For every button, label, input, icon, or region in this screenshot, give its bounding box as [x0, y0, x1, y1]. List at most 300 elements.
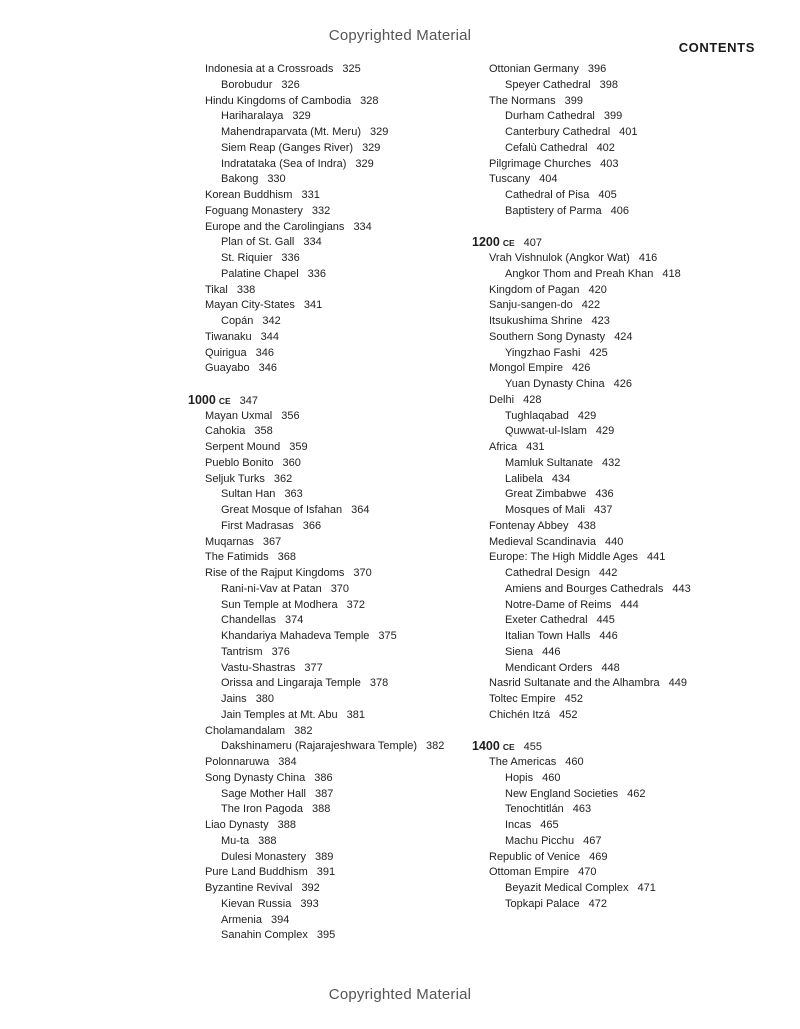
entry-page-number: 329	[355, 157, 374, 170]
toc-entry[interactable]	[188, 472, 488, 488]
entry-page-number: 360	[282, 456, 301, 469]
toc-entry[interactable]	[472, 708, 792, 724]
entry-page-number: 401	[619, 126, 638, 138]
toc-subentry[interactable]	[188, 913, 488, 929]
entry-title: Southern Song Dynasty	[489, 330, 606, 343]
entry-page-number: 382	[426, 740, 445, 753]
entry-title: First Madrasas	[221, 519, 294, 532]
entry-title: Toltec Empire	[489, 693, 556, 705]
toc-subentry[interactable]	[188, 519, 488, 535]
entry-page-number: 372	[346, 598, 365, 611]
toc-entry[interactable]	[188, 62, 488, 78]
entry-page-number: 336	[281, 252, 300, 264]
entry-page-number: 428	[523, 393, 542, 406]
toc-subentry[interactable]	[188, 125, 488, 141]
entry-page-number: 441	[647, 551, 666, 564]
entry-title: Tuscany	[489, 173, 531, 186]
entry-title: Fontenay Abbey	[489, 519, 569, 532]
entry-page-number: 431	[526, 441, 545, 453]
entry-title: Great Zimbabwe	[505, 488, 587, 501]
entry-page-number: 418	[662, 267, 681, 280]
entry-title: Beyazit Medical Complex	[505, 882, 629, 894]
entry-page-number: 443	[672, 582, 691, 595]
entry-title: Notre-Dame of Reims	[505, 598, 612, 611]
entry-title: Republic of Venice	[489, 850, 581, 863]
toc-entry[interactable]	[188, 346, 488, 362]
entry-page-number: 366	[302, 519, 322, 532]
watermark-top: Copyrighted Material	[328, 27, 472, 44]
entry-title: Indratataka (Sea of Indra)	[221, 157, 347, 170]
toc-entry[interactable]	[188, 220, 488, 236]
entry-page-number: 374	[285, 614, 304, 627]
entry-page-number: 380	[255, 693, 275, 705]
entry-title: Rise of the Rajput Kingdoms	[205, 567, 345, 579]
entry-page-number: 384	[278, 756, 297, 768]
toc-entry[interactable]	[472, 519, 792, 535]
toc-entry[interactable]	[188, 361, 488, 377]
toc-subentry[interactable]	[472, 377, 792, 393]
entry-page-number: 471	[637, 882, 656, 894]
entry-page-number: 445	[596, 614, 615, 627]
entry-page-number: 329	[370, 126, 389, 138]
entry-title: The Americas	[489, 756, 557, 768]
toc-subentry[interactable]	[188, 897, 488, 913]
toc-subentry[interactable]	[188, 661, 488, 677]
entry-page-number: 460	[542, 771, 561, 784]
toc-entry[interactable]	[472, 850, 792, 866]
entry-title: Sanahin Complex	[221, 929, 308, 942]
entry-title: Hindu Kingdoms of Cambodia	[205, 94, 352, 107]
entry-title: Machu Picchu	[505, 834, 575, 847]
toc-entry[interactable]	[188, 283, 488, 299]
entry-title: Siem Reap (Ganges River)	[221, 141, 354, 154]
entry-page-number: 424	[614, 330, 633, 343]
toc-right-column	[472, 62, 792, 913]
toc-subentry[interactable]	[188, 787, 488, 803]
entry-page-number: 334	[303, 236, 322, 249]
toc-entry[interactable]	[188, 755, 488, 771]
entry-page-number: 363	[284, 488, 303, 501]
entry-title: Cefalù Cathedral	[505, 141, 588, 154]
section-spacer	[188, 377, 488, 393]
toc-subentry[interactable]	[188, 692, 488, 708]
toc-entry[interactable]	[472, 298, 792, 314]
toc-entry[interactable]	[188, 535, 488, 551]
toc-subentry[interactable]	[472, 346, 792, 362]
entry-page-number: 420	[588, 283, 607, 296]
entry-page-number: 392	[301, 882, 320, 894]
entry-title: Mahendraparvata (Mt. Meru)	[221, 126, 361, 138]
entry-title: Africa	[489, 441, 518, 453]
entry-title: Ottoman Empire	[489, 866, 570, 879]
entry-page-number: 364	[351, 504, 370, 516]
entry-page-number: 470	[578, 866, 597, 879]
toc-subentry[interactable]	[188, 850, 488, 866]
entry-title: Baptistery of Parma	[505, 204, 602, 217]
entry-title: Armenia	[221, 913, 262, 926]
entry-title: Europe and the Carolingians	[205, 220, 345, 233]
toc-subentry[interactable]	[472, 141, 792, 157]
toc-subentry[interactable]	[188, 582, 488, 598]
entry-page-number: 446	[542, 645, 561, 658]
toc-subentry[interactable]	[472, 125, 792, 141]
entry-page-number: 402	[596, 141, 615, 154]
toc-subentry[interactable]	[188, 78, 488, 94]
entry-title: Delhi	[489, 393, 515, 406]
entry-title: Hariharalaya	[221, 110, 284, 123]
toc-subentry[interactable]	[188, 834, 488, 850]
entry-page-number: 407	[523, 237, 542, 250]
toc-entry[interactable]	[472, 755, 792, 771]
entry-title: Mayan Uxmal	[205, 409, 273, 422]
entry-page-number: 344	[260, 330, 280, 343]
toc-section-heading[interactable]	[472, 739, 792, 755]
entry-title: The Iron Pagoda	[221, 803, 303, 816]
toc-subentry[interactable]	[472, 661, 792, 677]
entry-page-number: 455	[523, 741, 542, 754]
entry-page-number: 368	[277, 551, 296, 564]
entry-title: Italian Town Halls	[505, 630, 591, 642]
toc-entry[interactable]	[472, 393, 792, 409]
toc-subentry[interactable]	[472, 188, 792, 204]
entry-page-number: 367	[262, 535, 282, 548]
entry-title: Polonnaruwa	[205, 756, 270, 768]
entry-page-number: 403	[600, 157, 619, 170]
toc-subentry[interactable]	[188, 708, 488, 724]
entry-title: Orissa and Lingaraja Temple	[221, 677, 361, 690]
entry-page-number: 472	[588, 897, 607, 910]
toc-subentry[interactable]	[188, 645, 488, 661]
toc-subentry[interactable]	[472, 503, 792, 519]
toc-entry[interactable]	[472, 283, 792, 299]
section-spacer	[472, 220, 792, 236]
toc-subentry[interactable]	[188, 141, 488, 157]
entry-title: Song Dynasty China	[205, 771, 306, 784]
entry-page-number: 425	[589, 346, 608, 359]
entry-page-number: 362	[273, 472, 293, 485]
entry-page-number: 375	[378, 630, 397, 642]
toc-entry[interactable]	[472, 172, 792, 188]
entry-title: Cahokia	[205, 425, 246, 438]
entry-page-number: 399	[564, 94, 583, 107]
entry-page-number: 452	[559, 708, 578, 721]
toc-entry[interactable]	[188, 330, 488, 346]
entry-page-number: 404	[539, 173, 558, 186]
toc-entry[interactable]	[188, 881, 488, 897]
entry-title: Jains	[221, 693, 247, 705]
entry-page-number: 334	[353, 220, 372, 233]
entry-page-number: 338	[236, 283, 256, 296]
toc-entry[interactable]	[472, 535, 792, 551]
entry-title: Speyer Cathedral	[505, 78, 591, 91]
entry-title: Mayan City-States	[205, 299, 295, 312]
toc-entry[interactable]	[188, 298, 488, 314]
entry-title: Durham Cathedral	[505, 110, 595, 123]
toc-entry[interactable]	[188, 204, 488, 220]
toc-subentry[interactable]	[472, 897, 792, 913]
entry-title: Canterbury Cathedral	[505, 126, 611, 138]
entry-title: Palatine Chapel	[221, 267, 299, 280]
entry-page-number: 378	[369, 677, 389, 690]
entry-page-number: 376	[271, 645, 290, 658]
entry-title: Copán	[221, 315, 254, 327]
entry-page-number: 328	[360, 94, 379, 107]
entry-title: Europe: The High Middle Ages	[489, 551, 638, 564]
toc-subentry[interactable]	[472, 582, 792, 598]
toc-entry[interactable]	[188, 94, 488, 110]
toc-subentry[interactable]	[188, 109, 488, 125]
entry-title: Dulesi Monastery	[221, 850, 306, 863]
entry-page-number: 387	[315, 787, 334, 800]
toc-subentry[interactable]	[472, 472, 792, 488]
entry-page-number: 370	[353, 567, 372, 579]
entry-title: Pure Land Buddhism	[205, 866, 308, 879]
toc-entry[interactable]	[188, 724, 488, 740]
entry-title: The Normans	[489, 94, 556, 107]
entry-title: Tenochtitlán	[505, 803, 564, 816]
toc-entry[interactable]	[472, 692, 792, 708]
entry-page-number: 388	[258, 834, 277, 847]
entry-page-number: 395	[316, 929, 336, 942]
toc-subentry[interactable]	[472, 787, 792, 803]
entry-title: Tikal	[205, 283, 228, 296]
toc-entry[interactable]	[188, 440, 488, 456]
entry-page-number: 341	[303, 299, 323, 312]
entry-page-number: 399	[603, 110, 623, 123]
watermark-bottom: Copyrighted Material	[328, 986, 472, 1003]
entry-page-number: 469	[589, 850, 608, 863]
entry-title: Sage Mother Hall	[221, 787, 306, 800]
toc-entry[interactable]	[188, 566, 488, 582]
toc-entry[interactable]	[472, 676, 792, 692]
entry-title: Mamluk Sultanate	[505, 456, 594, 469]
toc-subentry[interactable]	[188, 314, 488, 330]
toc-entry[interactable]	[188, 550, 488, 566]
entry-page-number: 429	[577, 409, 597, 422]
toc-subentry[interactable]	[188, 172, 488, 188]
entry-title: Itsukushima Shrine	[489, 315, 583, 327]
entry-title: Pilgrimage Churches	[489, 157, 592, 170]
section-era: CE	[502, 238, 515, 249]
entry-page-number: 331	[301, 189, 320, 201]
entry-title: Pueblo Bonito	[205, 456, 274, 469]
entry-title: Foguang Monastery	[205, 204, 303, 217]
toc-entry[interactable]	[472, 314, 792, 330]
entry-page-number: 423	[591, 315, 610, 327]
toc-entry[interactable]	[472, 330, 792, 346]
toc-subentry[interactable]	[188, 802, 488, 818]
entry-page-number: 325	[342, 63, 361, 75]
toc-entry[interactable]	[472, 94, 792, 110]
entry-page-number: 442	[599, 567, 618, 579]
entry-title: Incas	[505, 819, 532, 831]
entry-title: Tantrism	[221, 645, 263, 658]
entry-title: Great Mosque of Isfahan	[221, 504, 343, 516]
entry-title: Cathedral Design	[505, 567, 590, 579]
entry-title: Vrah Vishnulok (Angkor Wat)	[489, 252, 630, 264]
entry-page-number: 444	[620, 598, 639, 611]
entry-page-number: 388	[311, 803, 331, 816]
toc-subentry[interactable]	[188, 157, 488, 173]
entry-page-number: 398	[599, 78, 618, 91]
entry-title: Dakshinameru (Rajarajeshwara Temple)	[221, 740, 418, 753]
entry-page-number: 460	[565, 756, 584, 768]
entry-page-number: 389	[314, 850, 334, 863]
entry-page-number: 436	[595, 488, 614, 501]
entry-title: Chichén Itzá	[489, 708, 551, 721]
toc-subentry[interactable]	[188, 487, 488, 503]
entry-page-number: 329	[292, 110, 311, 123]
toc-subentry[interactable]	[472, 456, 792, 472]
toc-entry[interactable]	[188, 818, 488, 834]
entry-page-number: 426	[571, 362, 591, 375]
entry-page-number: 386	[314, 771, 333, 784]
entry-page-number: 332	[311, 204, 331, 217]
entry-title: Mongol Empire	[489, 362, 563, 375]
toc-entry[interactable]	[472, 550, 792, 566]
toc-entry[interactable]	[188, 409, 488, 425]
section-year: 1400	[472, 739, 500, 754]
section-year: 1200	[472, 235, 500, 250]
entry-page-number: 396	[587, 63, 607, 75]
entry-title: Quwwat-ul-Islam	[505, 425, 587, 438]
entry-page-number: 377	[304, 661, 323, 674]
section-spacer	[472, 724, 792, 740]
entry-page-number: 449	[668, 677, 687, 690]
entry-title: St. Riquier	[221, 252, 273, 264]
entry-title: Bakong	[221, 173, 259, 186]
entry-title: Cholamandalam	[205, 724, 286, 737]
entry-title: Quirigua	[205, 346, 247, 359]
toc-section-heading[interactable]	[188, 393, 488, 409]
entry-page-number: 462	[627, 787, 646, 800]
toc-subentry[interactable]	[188, 676, 488, 692]
entry-title: Nasrid Sultanate and the Alhambra	[489, 677, 660, 690]
entry-title: Yingzhao Fashi	[505, 346, 581, 359]
toc-subentry[interactable]	[472, 818, 792, 834]
entry-page-number: 467	[583, 834, 602, 847]
entry-page-number: 370	[330, 582, 350, 595]
entry-title: Sultan Han	[221, 488, 276, 501]
entry-page-number: 358	[254, 425, 273, 438]
toc-entry[interactable]	[472, 361, 792, 377]
toc-subentry[interactable]	[188, 629, 488, 645]
entry-page-number: 448	[601, 661, 620, 674]
entry-page-number: 356	[281, 409, 300, 422]
entry-title: Exeter Cathedral	[505, 614, 588, 627]
toc-subentry[interactable]	[472, 771, 792, 787]
entry-title: Seljuk Turks	[205, 472, 265, 485]
entry-title: Serpent Mound	[205, 441, 281, 453]
toc-entry[interactable]	[472, 62, 792, 78]
entry-page-number: 465	[540, 819, 559, 831]
entry-page-number: 416	[638, 252, 658, 264]
entry-page-number: 393	[300, 897, 319, 910]
entry-page-number: 440	[605, 535, 624, 548]
toc-subentry[interactable]	[188, 267, 488, 283]
section-era: CE	[218, 395, 231, 406]
entry-title: Jain Temples at Mt. Abu	[221, 708, 338, 721]
toc-entry[interactable]	[472, 157, 792, 173]
toc-subentry[interactable]	[188, 251, 488, 267]
toc-subentry[interactable]	[188, 613, 488, 629]
entry-title: Mosques of Mali	[505, 504, 586, 516]
toc-subentry[interactable]	[472, 645, 792, 661]
toc-entry[interactable]	[188, 188, 488, 204]
toc-subentry[interactable]	[472, 881, 792, 897]
entry-title: Angkor Thom and Preah Khan	[505, 267, 654, 280]
entry-title: Kievan Russia	[221, 897, 292, 910]
toc-subentry[interactable]	[472, 78, 792, 94]
toc-entry[interactable]	[472, 440, 792, 456]
entry-page-number: 347	[239, 394, 258, 407]
toc-subentry[interactable]	[472, 424, 792, 440]
entry-title: Byzantine Revival	[205, 882, 293, 894]
toc-subentry[interactable]	[188, 503, 488, 519]
entry-page-number: 346	[255, 346, 274, 359]
entry-title: Medieval Scandinavia	[489, 535, 597, 548]
toc-subentry[interactable]	[472, 834, 792, 850]
entry-title: Vastu-Shastras	[221, 661, 296, 674]
toc-section-heading[interactable]	[472, 235, 792, 251]
entry-title: Sun Temple at Modhera	[221, 598, 338, 611]
toc-subentry[interactable]	[472, 487, 792, 503]
toc-subentry[interactable]	[472, 204, 792, 220]
entry-page-number: 346	[258, 362, 278, 375]
entry-page-number: 434	[551, 472, 571, 485]
entry-title: Mendicant Orders	[505, 661, 593, 674]
entry-title: Amiens and Bourges Cathedrals	[505, 582, 664, 595]
entry-title: The Fatimids	[205, 551, 269, 564]
toc-entry[interactable]	[188, 424, 488, 440]
toc-subentry[interactable]	[188, 928, 488, 944]
entry-page-number: 329	[362, 141, 381, 154]
section-year: 1000	[188, 392, 216, 407]
entry-page-number: 432	[602, 456, 621, 469]
toc-left-column	[188, 62, 488, 944]
toc-subentry[interactable]	[472, 598, 792, 614]
entry-title: Topkapi Palace	[505, 897, 580, 910]
entry-title: Cathedral of Pisa	[505, 189, 590, 201]
entry-page-number: 359	[289, 441, 308, 453]
toc-subentry[interactable]	[472, 267, 792, 283]
entry-title: Borobudur	[221, 78, 273, 91]
toc-subentry[interactable]	[472, 566, 792, 582]
entry-title: Plan of St. Gall	[221, 236, 295, 249]
toc-entry[interactable]	[188, 456, 488, 472]
entry-title: New England Societies	[505, 787, 619, 800]
toc-entry[interactable]	[188, 771, 488, 787]
toc-subentry[interactable]	[472, 613, 792, 629]
entry-page-number: 438	[577, 519, 596, 532]
toc-subentry[interactable]	[472, 409, 792, 425]
entry-page-number: 388	[277, 819, 296, 831]
toc-subentry[interactable]	[188, 739, 488, 755]
page-header: CONTENTS	[678, 40, 755, 55]
entry-title: Khandariya Mahadeva Temple	[221, 630, 370, 642]
toc-subentry[interactable]	[188, 235, 488, 251]
toc-entry[interactable]	[472, 865, 792, 881]
toc-subentry[interactable]	[472, 109, 792, 125]
toc-subentry[interactable]	[472, 629, 792, 645]
entry-page-number: 381	[346, 708, 365, 721]
toc-subentry[interactable]	[188, 598, 488, 614]
toc-subentry[interactable]	[472, 802, 792, 818]
entry-title: Guayabo	[205, 362, 250, 375]
toc-entry[interactable]	[188, 865, 488, 881]
toc-entry[interactable]	[472, 251, 792, 267]
entry-page-number: 452	[564, 693, 583, 705]
